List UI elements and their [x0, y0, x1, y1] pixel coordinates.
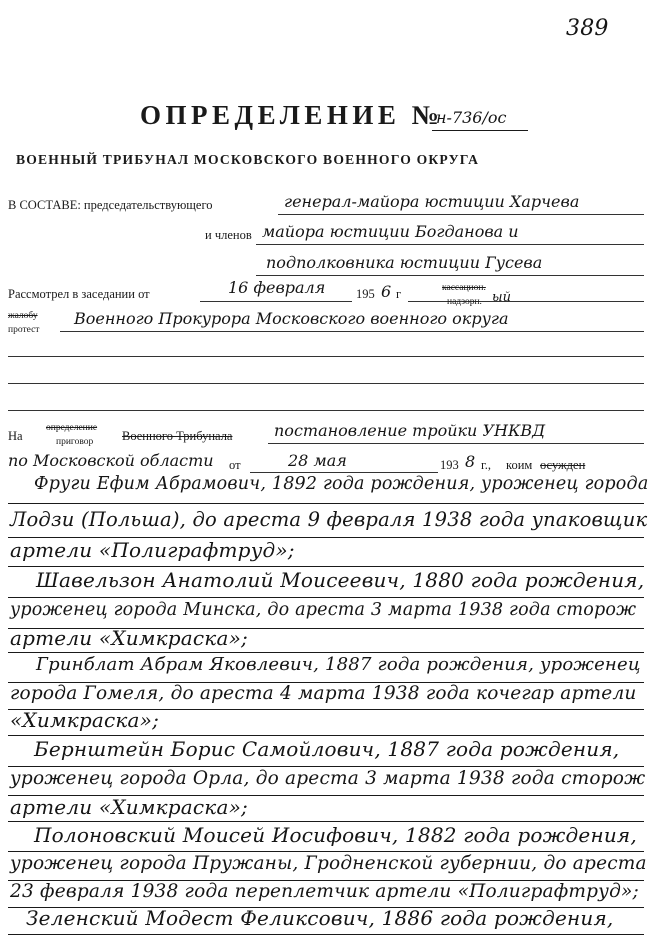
verdict-year-digit: 8 — [465, 452, 476, 471]
document-number: н-736/ос — [436, 108, 507, 127]
protest-line — [60, 331, 644, 332]
verdict-year-prefix: 193 — [440, 458, 459, 472]
chair-name: генерал-майора юстиции Харчева — [284, 192, 580, 211]
composition-label: В СОСТАВЕ: председательствующего — [8, 198, 213, 212]
blank-line-1 — [8, 356, 644, 357]
verdict-year-suffix: г., — [481, 458, 491, 472]
session-year-digit: 6 — [381, 282, 392, 301]
session-label: Рассмотрел в заседании от — [8, 287, 150, 301]
body-line: Фруги Ефим Абрамович, 1892 года рождения, уроженец города — [34, 474, 649, 494]
body-line: артели «Химкраска»; — [10, 626, 248, 650]
body-line: Шавельзон Анатолий Моисеевич, 1880 года рождения, — [36, 568, 645, 592]
page-number: 389 — [566, 16, 609, 41]
body-underline — [8, 597, 644, 598]
determination-option: определение — [46, 423, 98, 433]
body-underline — [8, 735, 644, 736]
verdict-date-line — [250, 472, 438, 473]
verdict-convicted-label: коим — [506, 458, 533, 472]
verdict-ot: от — [229, 458, 241, 472]
tribunal-option: Военного Трибунала — [122, 429, 233, 443]
session-date-line — [200, 301, 352, 302]
body-line: Полоновский Моисей Иосифович, 1882 года рождения, — [34, 823, 637, 847]
body-underline — [8, 851, 644, 852]
protest-option: протест — [8, 325, 40, 335]
body-underline — [8, 652, 644, 653]
decree-line-2: по Московской области — [8, 451, 214, 470]
body-line: уроженец города Пружаны, Гродненской губернии, до ареста — [10, 853, 647, 874]
members-label: и членов — [205, 228, 252, 242]
tribunal-name: ВОЕННЫЙ ТРИБУНАЛ МОСКОВСКОГО ВОЕННОГО ОКРУГА — [16, 152, 480, 167]
session-tail-line — [408, 301, 644, 302]
body-underline — [8, 766, 644, 767]
body-line: уроженец города Орла, до ареста 3 марта 1938 года сторож — [10, 768, 646, 789]
body-line: «Химкраска»; — [10, 708, 160, 732]
body-line: уроженец города Минска, до ареста 3 марта 1938 года сторож — [10, 600, 637, 620]
blank-line-3 — [8, 410, 644, 411]
decree-line-1-rule — [268, 443, 644, 444]
decree-line-1: постановление тройки УНКВД — [274, 421, 546, 440]
member-1: майора юстиции Богданова и — [262, 222, 519, 241]
supervisory-option: надзорн. — [447, 297, 482, 307]
body-line: артели «Химкраска»; — [10, 795, 248, 819]
complaint-option: жалобу — [8, 311, 38, 321]
cassation-option: кассацион. — [442, 283, 486, 293]
session-year-prefix: 195 — [356, 287, 375, 301]
body-underline — [8, 821, 644, 822]
member-2-line — [256, 275, 644, 276]
sentence-option: приговор — [56, 437, 94, 447]
body-line: Бернштейн Борис Самойлович, 1887 года рождения, — [34, 737, 620, 761]
body-line: 23 февраля 1938 года переплетчик артели «Полиграфтруд»; — [10, 881, 639, 902]
member-2: подполковника юстиции Гусева — [266, 253, 543, 272]
blank-line-2 — [8, 383, 644, 384]
number-underline — [432, 130, 528, 131]
verdict-date: 28 мая — [288, 451, 347, 470]
body-underline — [8, 934, 644, 935]
body-line: Гринблат Абрам Яковлевич, 1887 года рождения, уроженец — [36, 654, 641, 675]
verdict-na: На — [8, 429, 23, 443]
body-line: артели «Полиграфтруд»; — [10, 538, 295, 562]
document-title: ОПРЕДЕЛЕНИЕ № — [140, 100, 444, 130]
member-1-line — [256, 244, 644, 245]
protest-by: Военного Прокурора Московского военного округа — [74, 309, 509, 328]
supervisory-suffix: ый — [492, 290, 511, 305]
chair-line — [278, 214, 644, 215]
verdict-convicted: осужден — [540, 458, 586, 472]
body-underline — [8, 503, 644, 504]
body-line: Лодзи (Польша), до ареста 9 февраля 1938 года упаковщик — [10, 508, 648, 531]
session-year-suffix: г — [396, 287, 402, 301]
session-date: 16 февраля — [228, 278, 326, 297]
body-underline — [8, 566, 644, 567]
body-line: Зеленский Модест Феликсович, 1886 года рождения, — [26, 906, 614, 930]
body-line: города Гомеля, до ареста 4 марта 1938 года кочегар артели — [10, 683, 637, 704]
